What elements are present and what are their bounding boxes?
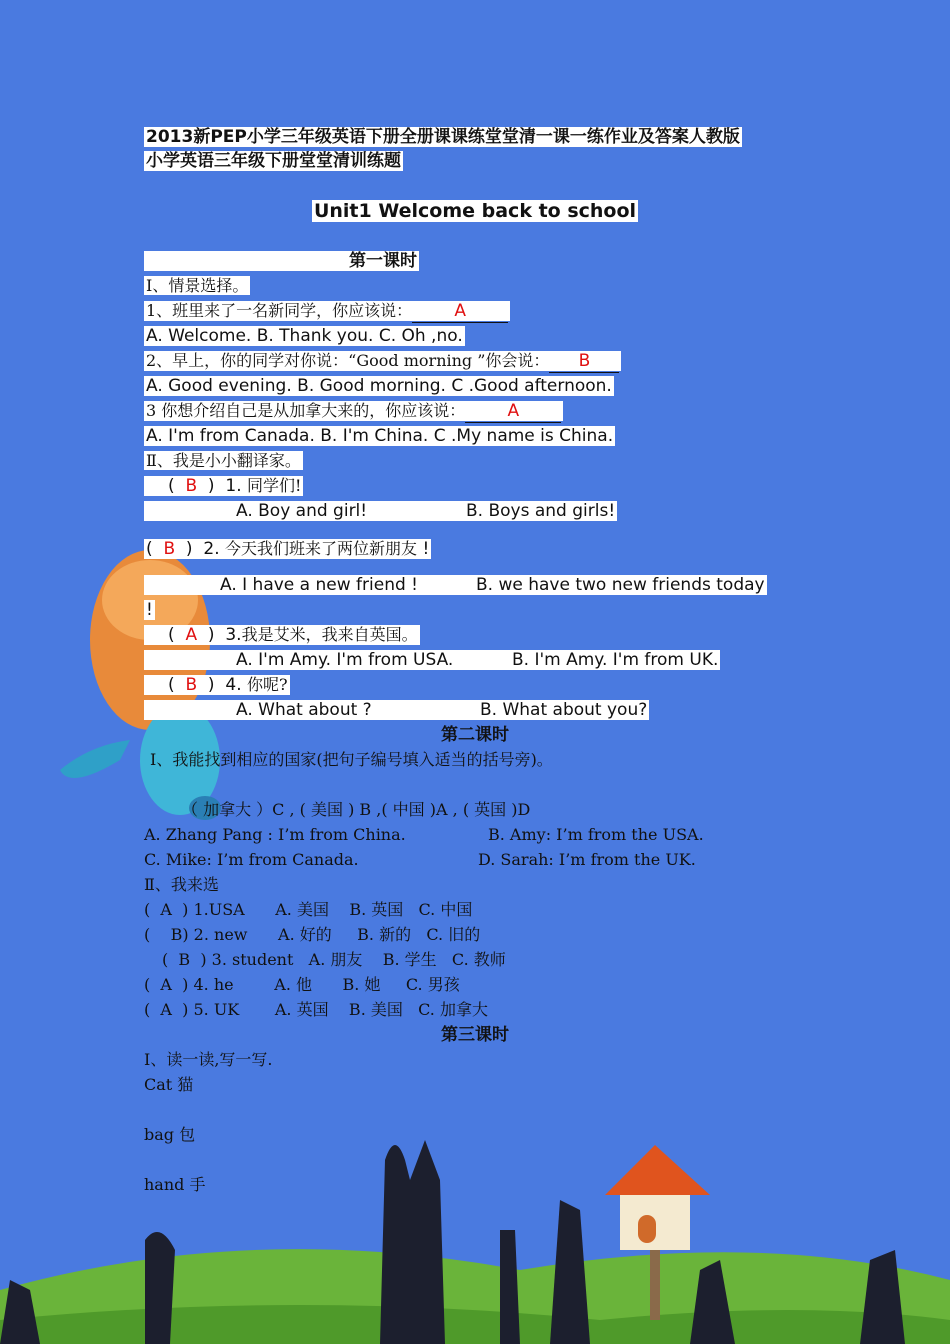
title-line-1: 2013新PEP小学三年级英语下册全册课课练堂堂清一课一练作业及答案人教版 xyxy=(146,127,740,147)
translate-item-3: ( A ) 3.我是艾米，我来自英国。 xyxy=(144,624,420,646)
country-options-row-2: C. Mike: I’m from Canada. D. Sarah: I’m from the UK. xyxy=(144,850,696,869)
lesson1-part2-title: Ⅱ、我是小小翻译家。 xyxy=(146,451,301,470)
translate-item-4-options: A. What about ? B. What about you? xyxy=(144,699,649,721)
lesson2-part2-title: Ⅱ、我来选 xyxy=(144,875,219,894)
translate-item-2-options: A. I have a new friend ! B. we have two new friends today xyxy=(144,574,767,596)
unit-title: Unit1 Welcome back to school xyxy=(313,200,637,222)
choice-item-1: ( A ) 1.USA A. 美国 B. 英国 C. 中国 xyxy=(144,900,473,919)
translate-item-3-options: A. I'm Amy. I'm from USA. B. I'm Amy. I'm from UK. xyxy=(144,649,720,671)
translate-item-4: ( B ) 4. 你呢? xyxy=(144,674,290,696)
question-3-options: A. I'm from Canada. B. I'm China. C .My name is China. xyxy=(146,426,614,446)
question-3: 3 你想介绍自己是从加拿大来的，你应该说： A xyxy=(144,400,563,423)
lesson2-heading: 第二课时 xyxy=(441,725,509,745)
word-cat: Cat 猫 xyxy=(144,1075,194,1094)
choice-item-4: ( A ) 4. he A. 他 B. 她 C. 男孩 xyxy=(144,975,460,994)
question-1-options: A. Welcome. B. Thank you. C. Oh ,no. xyxy=(146,326,463,346)
answer-q3: A xyxy=(507,401,520,421)
question-2: 2、早上，你的同学对你说：“Good morning ”你会说： B xyxy=(144,350,621,373)
country-match-line: （ 加拿大 ）C , ( 美国 ) B ,( 中国 )A , ( 英国 )D xyxy=(182,800,531,819)
word-bag: bag 包 xyxy=(144,1125,196,1144)
question-2-options: A. Good evening. B. Good morning. C .Good afternoon. xyxy=(146,376,612,396)
choice-item-2: ( B) 2. new A. 好的 B. 新的 C. 旧的 xyxy=(144,925,481,944)
country-options-row-1: A. Zhang Pang : I’m from China. B. Amy: I’m from the USA. xyxy=(144,825,704,844)
question-1: 1、班里来了一名新同学，你应该说： A xyxy=(144,300,510,323)
choice-item-3: ( B ) 3. student A. 朋友 B. 学生 C. 教师 xyxy=(162,950,506,969)
answer-q2: B xyxy=(578,351,591,371)
translate-item-1-options: A. Boy and girl! B. Boys and girls! xyxy=(144,500,617,522)
word-hand: hand 手 xyxy=(144,1175,206,1194)
translate-item-2: ( B ) 2. 今天我们班来了两位新朋友 ! xyxy=(146,539,430,559)
lesson3-heading: 第三课时 xyxy=(441,1025,509,1045)
translate-item-1: ( B ) 1. 同学们! xyxy=(144,475,303,497)
translate-item-2-options-end: ! xyxy=(146,600,153,620)
lesson1-heading: 第一课时 xyxy=(144,250,419,272)
title-line-2: 小学英语三年级下册堂堂清训练题 xyxy=(146,151,401,171)
lesson3-part1-title: Ⅰ、读一读,写一写. xyxy=(144,1050,273,1069)
lesson2-part1-title: Ⅰ、我能找到相应的国家(把句子编号填入适当的括号旁)。 xyxy=(150,750,553,769)
choice-item-5: ( A ) 5. UK A. 英国 B. 美国 C. 加拿大 xyxy=(144,1000,488,1019)
answer-q1: A xyxy=(454,301,466,321)
lesson1-part1-title: Ⅰ、情景选择。 xyxy=(146,276,249,295)
